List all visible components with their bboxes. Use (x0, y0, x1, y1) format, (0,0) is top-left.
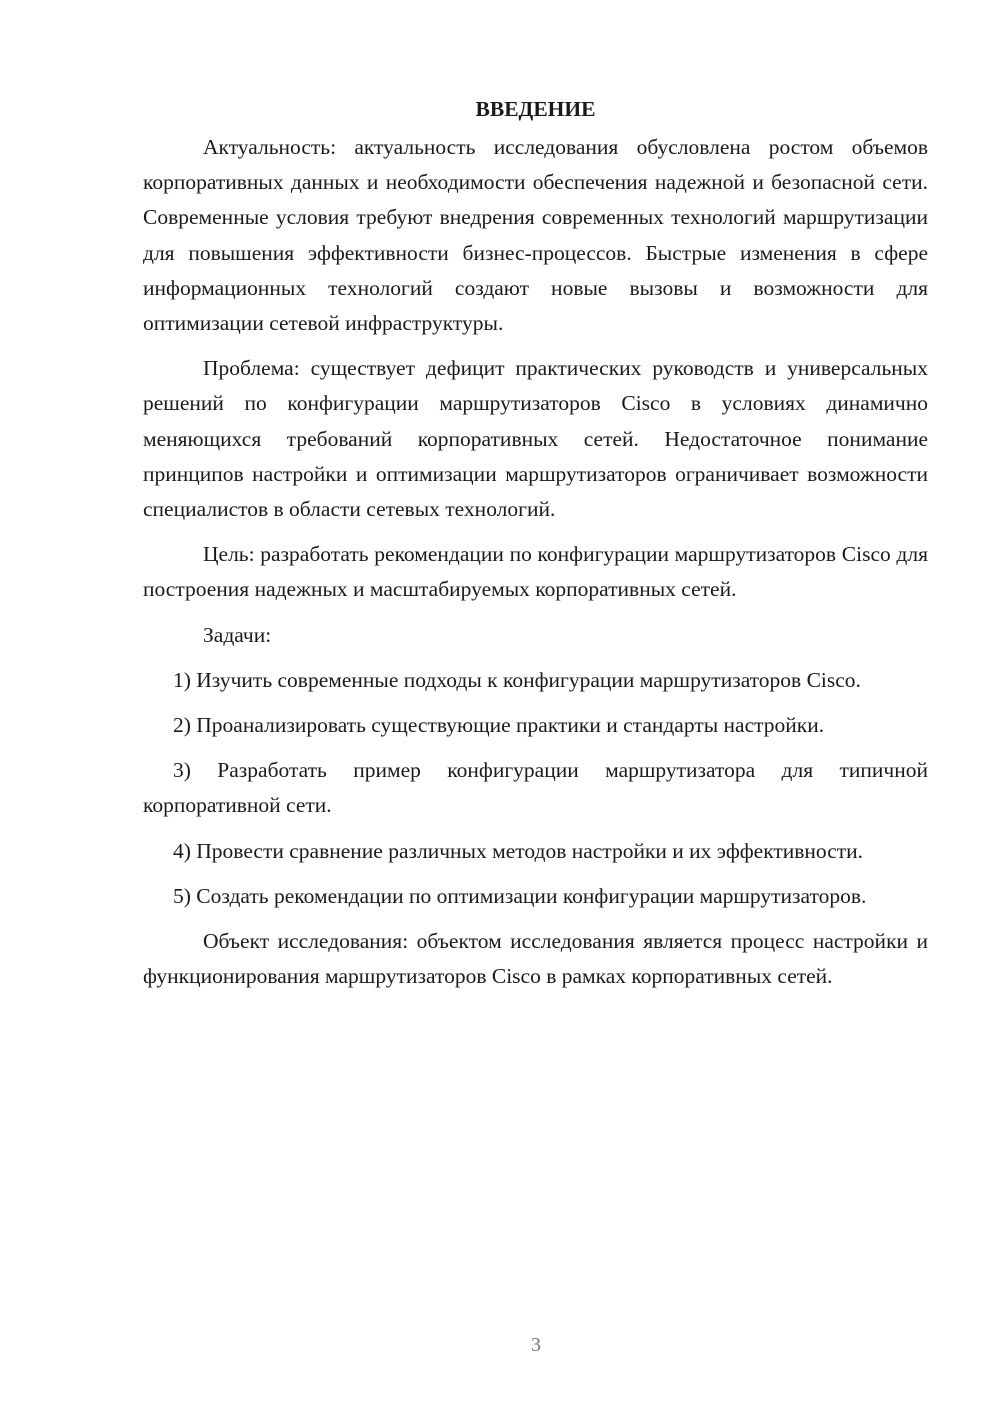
paragraph-relevance: Актуальность: актуальность исследования обусловлена ростом объемов корпоративных данных и необходимости обеспечения надежной и безопасной сети. Современные условия требуют внедрения современных технологий маршрутизации для повышения эффективности бизнес-процессов. Быстрые изменения в сфере информационных технологий создают новые вызовы и возможности для оптимизации сетевой инфраструктуры. (143, 135, 928, 336)
paragraph-goal: Цель: разработать рекомендации по конфигурации маршрутизаторов Cisco для построения надежных и масштабируемых корпоративных сетей. (143, 542, 928, 602)
paragraph-object: Объект исследования: объектом исследования является процесс настройки и функционирования маршрутизаторов Cisco в рамках корпоративных сетей. (143, 929, 928, 989)
paragraph-problem: Проблема: существует дефицит практических руководств и универсальных решений по конфигурации маршрутизаторов Cisco в условиях динамично меняющихся требований корпоративных сетей. Недостаточное понимание принципов настройки и оптимизации маршрутизаторов ограничивает возможности специалистов в области сетевых технологий. (143, 356, 928, 522)
task-item-4: 4) Провести сравнение различных методов настройки и их эффективности. (173, 838, 864, 863)
task-item-5: 5) Создать рекомендации по оптимизации конфигурации маршрутизаторов. (173, 883, 867, 908)
task-item-3: 3) Разработать пример конфигурации маршрутизатора для типичной корпоративной сети. (143, 758, 928, 818)
page-content (143, 92, 928, 1004)
tasks-label: Задачи: (203, 622, 272, 647)
task-item-2: 2) Проанализировать существующие практики и стандарты настройки. (173, 713, 825, 738)
page-number: 3 (531, 1334, 541, 1356)
page-title: ВВЕДЕНИЕ (475, 97, 596, 121)
task-item-1: 1) Изучить современные подходы к конфигурации маршрутизаторов Cisco. (173, 667, 861, 692)
